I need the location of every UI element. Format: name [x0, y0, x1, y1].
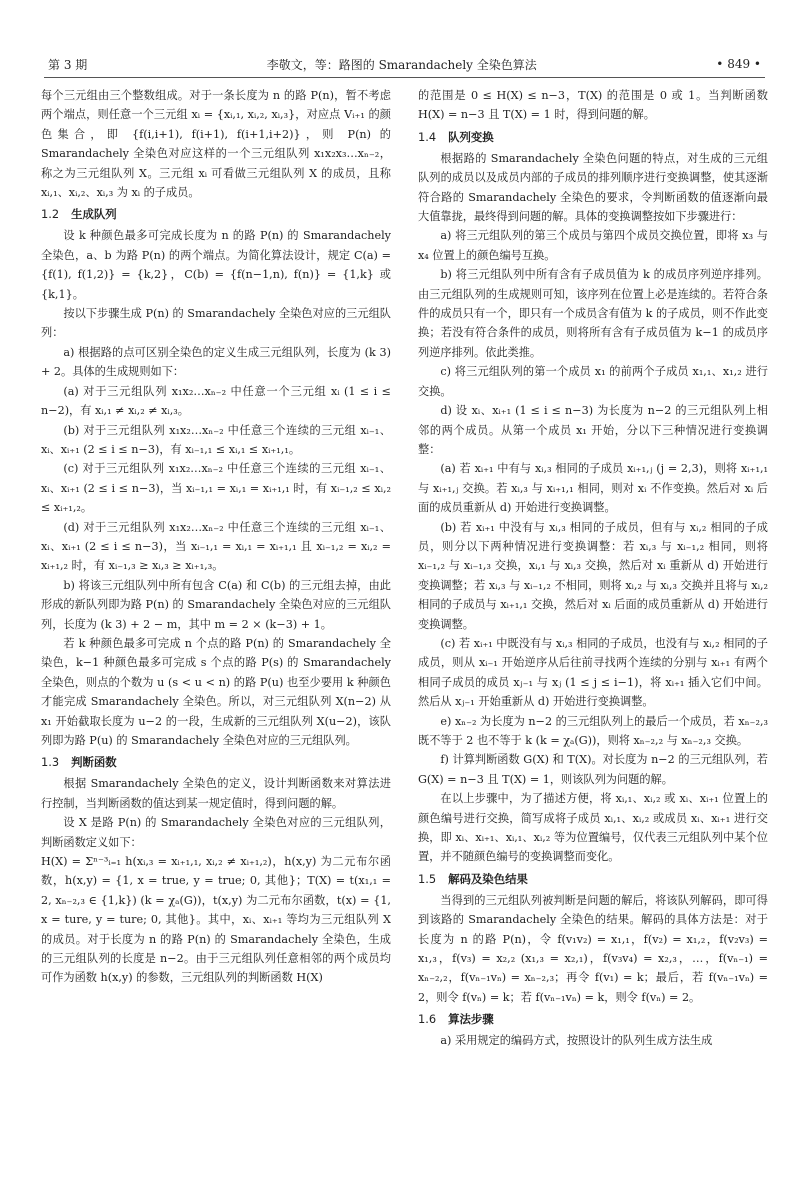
- page-number: • 849 •: [716, 57, 761, 71]
- section-number: 1.5: [418, 871, 437, 886]
- section-title: 队列变换: [448, 129, 494, 144]
- body-paragraph: d) 设 xᵢ、xᵢ₊₁ (1 ≤ i ≤ n−3) 为长度为 n−2 的三元组队列上相邻的两个成员。从第一个成员 x₁ 开始，分以下三种情况进行变换调整：: [418, 404, 768, 456]
- body-paragraph: (a) 对于三元组队列 x₁x₂…xₙ₋₂ 中任意一个三元组 xᵢ (1 ≤ i ≤ n−2)，有 xᵢ,₁ ≠ xᵢ,₂ ≠ xᵢ,₃。: [41, 384, 391, 418]
- body-paragraph: (a) 若 xᵢ₊₁ 中有与 xᵢ,₃ 相同的子成员 xᵢ₊₁,ⱼ (j = 2,3)，则将 xᵢ₊₁,₁ 与 xᵢ₊₁,ⱼ 交换。若 xᵢ,₃ 与 xᵢ₊₁,₁ 相同，则对 xᵢ 不作变换。然后对 xᵢ 后面的成员重新从 d) 开始进行变换调整。: [418, 462, 768, 515]
- section-number: 1.3: [41, 755, 60, 770]
- body-paragraph: c) 将三元组队列的第一个成员 x₁ 的前两个子成员 x₁,₁、x₁,₂ 进行交换。: [418, 365, 768, 398]
- body-paragraph: b) 将三元组队列中所有含有子成员值为 k 的成员序列逆序排列。由三元组队列的生成规则可知，该序列在位置上必是连续的。若符合条件的成员只有一个，即只有一个成员含有值为 k 的子成员，则不作此变换；若没有符合条件的成员，则将所有含有子成员值为 k−1 的成员序列逆序排列。依此类推。: [418, 268, 768, 359]
- issue-number: 第 3 期: [48, 57, 88, 72]
- body-paragraph: 在以上步骤中，为了描述方便，将 xᵢ,₁、xᵢ,₂ 或 xᵢ、xᵢ₊₁ 位置上的颜色编号进行交换，简写成将子成员 xᵢ,₁、xᵢ,₂ 或成员 xᵢ、xᵢ₊₁ 进行交换，即 xᵢ、xᵢ₊₁、xᵢ,₁、xᵢ,₂ 等为位置编号，仅代表三元组队列中某个位置，并不随颜色编号的变换调整而变化。: [418, 792, 768, 864]
- body-paragraph: 根据 Smarandachely 全染色的定义，设计判断函数来对算法进行控制，当判断函数的值达到某一规定值时，得到问题的解。: [41, 777, 391, 810]
- section-title: 生成队列: [71, 207, 117, 222]
- right-column: [418, 86, 768, 1051]
- body-paragraph: 的范围是 0 ≤ H(X) ≤ n−3，T(X) 的范围是 0 或 1。当判断函数 H(X) = n−3 且 T(X) = 1 时，得到问题的解。: [418, 89, 768, 122]
- body-paragraph: 每个三元组由三个整数组成。对于一条长度为 n 的路 P(n)，暂不考虑两个端点，则任意一个三元组 xᵢ = {xᵢ,₁, xᵢ,₂, xᵢ,₃}，对应点 Vᵢ₊₁ 的颜色集合，即 {f(i,i+1), f(i+1), f(i+1,i+2)}，则 P(n) 的 Smarandachely 全染色对应这样的一个三元组队列 x₁x₂x₃…xₙ₋₂，称之为三元组队列 X。三元组 xᵢ 可看做三元组队列 X 的成员，且称 xᵢ,₁、xᵢ,₂、xᵢ,₃ 为 xᵢ 的子成员。: [41, 89, 391, 200]
- body-paragraph: e) xₙ₋₂ 为长度为 n−2 的三元组队列上的最后一个成员，若 xₙ₋₂,₃ 既不等于 2 也不等于 k (k = χₐ(G))，则将 xₙ₋₂,₂ 与 xₙ₋₂,₃ 交换。: [418, 714, 768, 747]
- section-number: 1.4: [418, 129, 437, 144]
- header-rule: [44, 77, 765, 78]
- body-paragraph: (b) 若 xᵢ₊₁ 中没有与 xᵢ,₃ 相同的子成员，但有与 xᵢ,₂ 相同的子成员，则分以下两种情况进行变换调整：若 xᵢ,₃ 与 xᵢ₋₁,₂ 相同，则将 xᵢ₋₁,₂ 与 xᵢ₋₁,₃ 交换，xᵢ,₁ 与 xᵢ,₃ 交换，然后对 xᵢ 重新从 d) 开始进行变换调整；若 xᵢ,₃ 与 xᵢ₋₁,₂ 不相同，则将 xᵢ,₂ 与 xᵢ,₃ 交换并且将与 xᵢ,₂ 相同的子成员与 xᵢ₊₁,₁ 交换，然后对 xᵢ 后面的成员重新从 d) 开始进行变换调整。: [418, 520, 768, 631]
- body-paragraph: 按以下步骤生成 P(n) 的 Smarandachely 全染色对应的三元组队列：: [41, 307, 391, 340]
- body-paragraph: 根据路的 Smarandachely 全染色问题的特点，对生成的三元组队列的成员以及成员内部的子成员的排列顺序进行变换调整，使其逐渐符合路的 Smarandachely 全染色的要求，令判断函数的值逐渐向最大值靠拢，最终得到问题的解。具体的变换调整按如下步骤进行：: [418, 151, 768, 224]
- body-paragraph: 当得到的三元组队列被判断是问题的解后，将该队列解码，即可得到该路的 Smarandachely 全染色的结果。解码的具体方法是：对于长度为 n 的路 P(n)，令 f(v₁v₂) = x₁,₁，f(v₂) = x₁,₂，f(v₂v₃) = x₁,₃，f(v₃) = x₂,₂ (x₁,₃ = x₂,₁)，f(v₃v₄) = x₂,₃，…，f(vₙ₋₁) = xₙ₋₂,₂，f(vₙ₋₁vₙ) = xₙ₋₂,₃；再令 f(v₁) = k；最后，若 f(vₙ₋₁vₙ) = 2，则令 f(vₙ) = k；若 f(vₙ₋₁vₙ) = k，则令 f(vₙ) = 2。: [418, 893, 768, 1004]
- section-number: 1.2: [41, 207, 60, 222]
- body-paragraph: b) 将该三元组队列中所有包含 C(a) 和 C(b) 的三元组去掉，由此形成的新队列即为路 P(n) 的 Smarandachely 全染色对应的三元组队列，长度为 (k 3) + 2 − m，其中 m = 2 × (k−3) + 1。: [41, 578, 391, 631]
- section-number: 1.6: [418, 1012, 437, 1027]
- body-paragraph: (b) 对于三元组队列 x₁x₂…xₙ₋₂ 中任意三个连续的三元组 xᵢ₋₁、xᵢ、xᵢ₊₁ (2 ≤ i ≤ n−3)，有 xᵢ₋₁,₁ ≤ xᵢ,₁ ≤ xᵢ₊₁,₁。: [41, 423, 391, 456]
- body-paragraph: 若 k 种颜色最多可完成 n 个点的路 P(n) 的 Smarandachely 全染色，k−1 种颜色最多可完成 s 个点的路 P(s) 的 Smarandachely 全染色，则点的个数为 u (s < u < n) 的路 P(u) 也至少要用 k 种颜色才能完成 Smarandachely 全染色。所以，对三元组队列 X(n−2) 从 x₁ 开始截取长度为 u−2 的一段，生成新的三元组队列 X(u−2)，该队列即为路 P(u) 的 Smarandachely 全染色对应的三元组队列。: [41, 636, 391, 747]
- body-paragraph: f) 计算判断函数 G(X) 和 T(X)。对长度为 n−2 的三元组队列，若 G(X) = n−3 且 T(X) = 1，则该队列为问题的解。: [418, 753, 768, 786]
- running-title: 李敬文，等：路图的 Smarandachely 全染色算法: [266, 57, 537, 72]
- left-column: [41, 86, 391, 988]
- section-title: 算法步骤: [448, 1012, 494, 1027]
- body-paragraph: 设 k 种颜色最多可完成长度为 n 的路 P(n) 的 Smarandachely 全染色，a、b 为路 P(n) 的两个端点。为简化算法设计，规定 C(a) = {f(1), f(1,2)} = {k,2}，C(b) = {f(n−1,n), f(n)} = {1,k} 或 {k,1}。: [41, 229, 391, 301]
- section-heading: [41, 752, 391, 773]
- body-paragraph: a) 采用规定的编码方式，按照设计的队列生成方法生成: [440, 1034, 713, 1048]
- body-paragraph: (d) 对于三元组队列 x₁x₂…xₙ₋₂ 中任意三个连续的三元组 xᵢ₋₁、xᵢ、xᵢ₊₁ (2 ≤ i ≤ n−3)，当 xᵢ₋₁,₁ = xᵢ,₁ = xᵢ₊₁,₁ 且 xᵢ₋₁,₂ = xᵢ,₂ = xᵢ₊₁,₂ 时，有 xᵢ₋₁,₃ ≥ xᵢ,₃ ≥ xᵢ₊₁,₃。: [41, 520, 391, 573]
- body-paragraph: 设 X 是路 P(n) 的 Smarandachely 全染色对应的三元组队列，判断函数定义如下：: [41, 816, 391, 849]
- section-title: 判断函数: [71, 755, 117, 770]
- body-paragraph: (c) 若 xᵢ₊₁ 中既没有与 xᵢ,₃ 相同的子成员，也没有与 xᵢ,₂ 相同的子成员，则从 xᵢ₋₁ 开始逆序从后往前寻找两个连续的分别与 xᵢ₊₁ 有两个相同子成员的成员 xⱼ₋₁ 与 xⱼ (1 ≤ j ≤ i−1)，将 xᵢ₊₁ 插入它们中间。然后从 xⱼ₋₁ 开始重新从 d) 开始进行变换调整。: [418, 636, 768, 709]
- running-header: [48, 54, 761, 74]
- section-title: 解码及染色结果: [448, 871, 528, 886]
- body-paragraph: (c) 对于三元组队列 x₁x₂…xₙ₋₂ 中任意三个连续的三元组 xᵢ₋₁、xᵢ、xᵢ₊₁ (2 ≤ i ≤ n−3)，当 xᵢ₋₁,₁ = xᵢ,₁ = xᵢ₊₁,₁ 时，有 xᵢ₋₁,₂ ≤ xᵢ,₂ ≤ xᵢ₊₁,₂。: [41, 462, 391, 515]
- section-heading: [418, 1009, 768, 1030]
- section-heading: [418, 127, 768, 148]
- body-paragraph: a) 根据路的点可区别全染色的定义生成三元组队列，长度为 (k 3) + 2。具体的生成规则如下：: [41, 345, 391, 379]
- body-paragraph: H(X) = Σⁿ⁻³ᵢ₌₁ h(xᵢ,₃ = xᵢ₊₁,₁, xᵢ,₂ ≠ xᵢ₊₁,₂)，h(x,y) 为二元布尔函数，h(x,y) = {1, x = true, y = true; 0, 其他}；T(X) = t(x₁,₁ = 2, xₙ₋₂,₃ ∈ {1,k}) (k = χₐ(G))，t(x,y) 为二元布尔函数，t(x) = {1, x = ture, y = ture; 0, 其他}。其中，xᵢ、xᵢ₊₁ 等均为三元组队列 X 的成员。对于长度为 n 的路 P(n) 的 Smarandachely 全染色，生成的三元组队列的长度是 n−2。由于三元组队列任意相邻的两个成员均可作为函数 h(x,y) 的参数，三元组队列的判断函数 H(X): [41, 855, 391, 985]
- section-heading: [418, 869, 768, 890]
- body-paragraph: a) 将三元组队列的第三个成员与第四个成员交换位置，即将 x₃ 与 x₄ 位置上的颜色编号互换。: [418, 229, 768, 262]
- section-heading: [41, 204, 391, 225]
